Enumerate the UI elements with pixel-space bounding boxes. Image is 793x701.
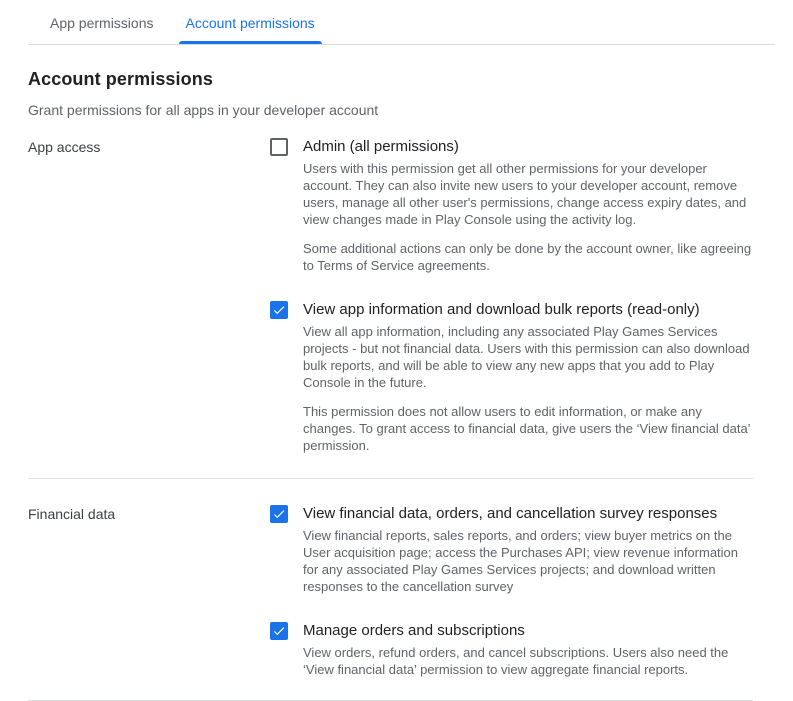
permission-description: Users with this permission get all other permissions for your developer account. They can also invite new users to your developer account, remove users, manage all other user's permissions, change access expiry dates, and view changes made in Play Console using the activity log. (303, 161, 747, 227)
section-financial-data (28, 504, 753, 678)
permission-title-view-app-info: View app information and download bulk reports (read-only) (303, 301, 700, 318)
tab-app-permissions[interactable]: App permissions (50, 15, 154, 31)
app-access-items (270, 137, 753, 454)
financial-data-items (270, 504, 753, 678)
permission-text-admin (303, 137, 753, 274)
permission-description: View financial reports, sales reports, and orders; view buyer metrics on the User acquisition page; access the Purchases API; view revenue information for any associated Play Games Services projects; and download written responses to the cancellation survey (303, 528, 739, 594)
permission-item-manage-orders (270, 621, 753, 678)
permission-text-view-app-info (303, 300, 753, 454)
checkmark-icon (272, 624, 286, 638)
permission-description: View all app information, including any associated Play Games Services projects - but not financial data. Users with this permission can also download bulk reports, and will be able to view any new apps that you add to Play Console in the future. (303, 324, 750, 390)
section-label-app-access: App access (28, 139, 101, 155)
section-app-access (28, 137, 753, 454)
permission-item-admin (270, 137, 753, 274)
manage-orders-checkbox[interactable] (270, 622, 288, 640)
permission-title-admin: Admin (all permissions) (303, 138, 459, 155)
admin-checkbox[interactable] (270, 138, 288, 156)
permission-text-manage-orders (303, 621, 753, 678)
permission-item-view-financial-data (270, 504, 753, 595)
permission-title-view-financial-data: View financial data, orders, and cancellation survey responses (303, 505, 718, 522)
view-app-info-checkbox[interactable] (270, 301, 288, 319)
checkmark-icon (272, 303, 286, 317)
permission-description: View orders, refund orders, and cancel subscriptions. Users also need the ‘View financial data’ permission to view aggregate financial reports. (303, 645, 729, 677)
tab-account-permissions[interactable]: Account permissions (179, 0, 322, 44)
permission-item-view-app-info (270, 300, 753, 454)
page-subtitle: Grant permissions for all apps in your developer account (28, 102, 379, 118)
account-permissions-panel (28, 68, 753, 701)
checkmark-icon (272, 507, 286, 521)
section-label-financial-data: Financial data (28, 506, 116, 522)
tab-bar (28, 0, 775, 45)
permission-description: Some additional actions can only be done by the account owner, like agreeing to Terms of Service agreements. (303, 241, 752, 273)
page-title: Account permissions (28, 69, 213, 89)
permission-description: This permission does not allow users to edit information, or make any changes. To grant access to financial data, give users the ‘View financial data’ permission. (303, 404, 751, 453)
permission-text-view-financial-data (303, 504, 753, 595)
view-financial-data-checkbox[interactable] (270, 505, 288, 523)
section-divider (28, 478, 753, 479)
permission-title-manage-orders: Manage orders and subscriptions (303, 622, 525, 639)
